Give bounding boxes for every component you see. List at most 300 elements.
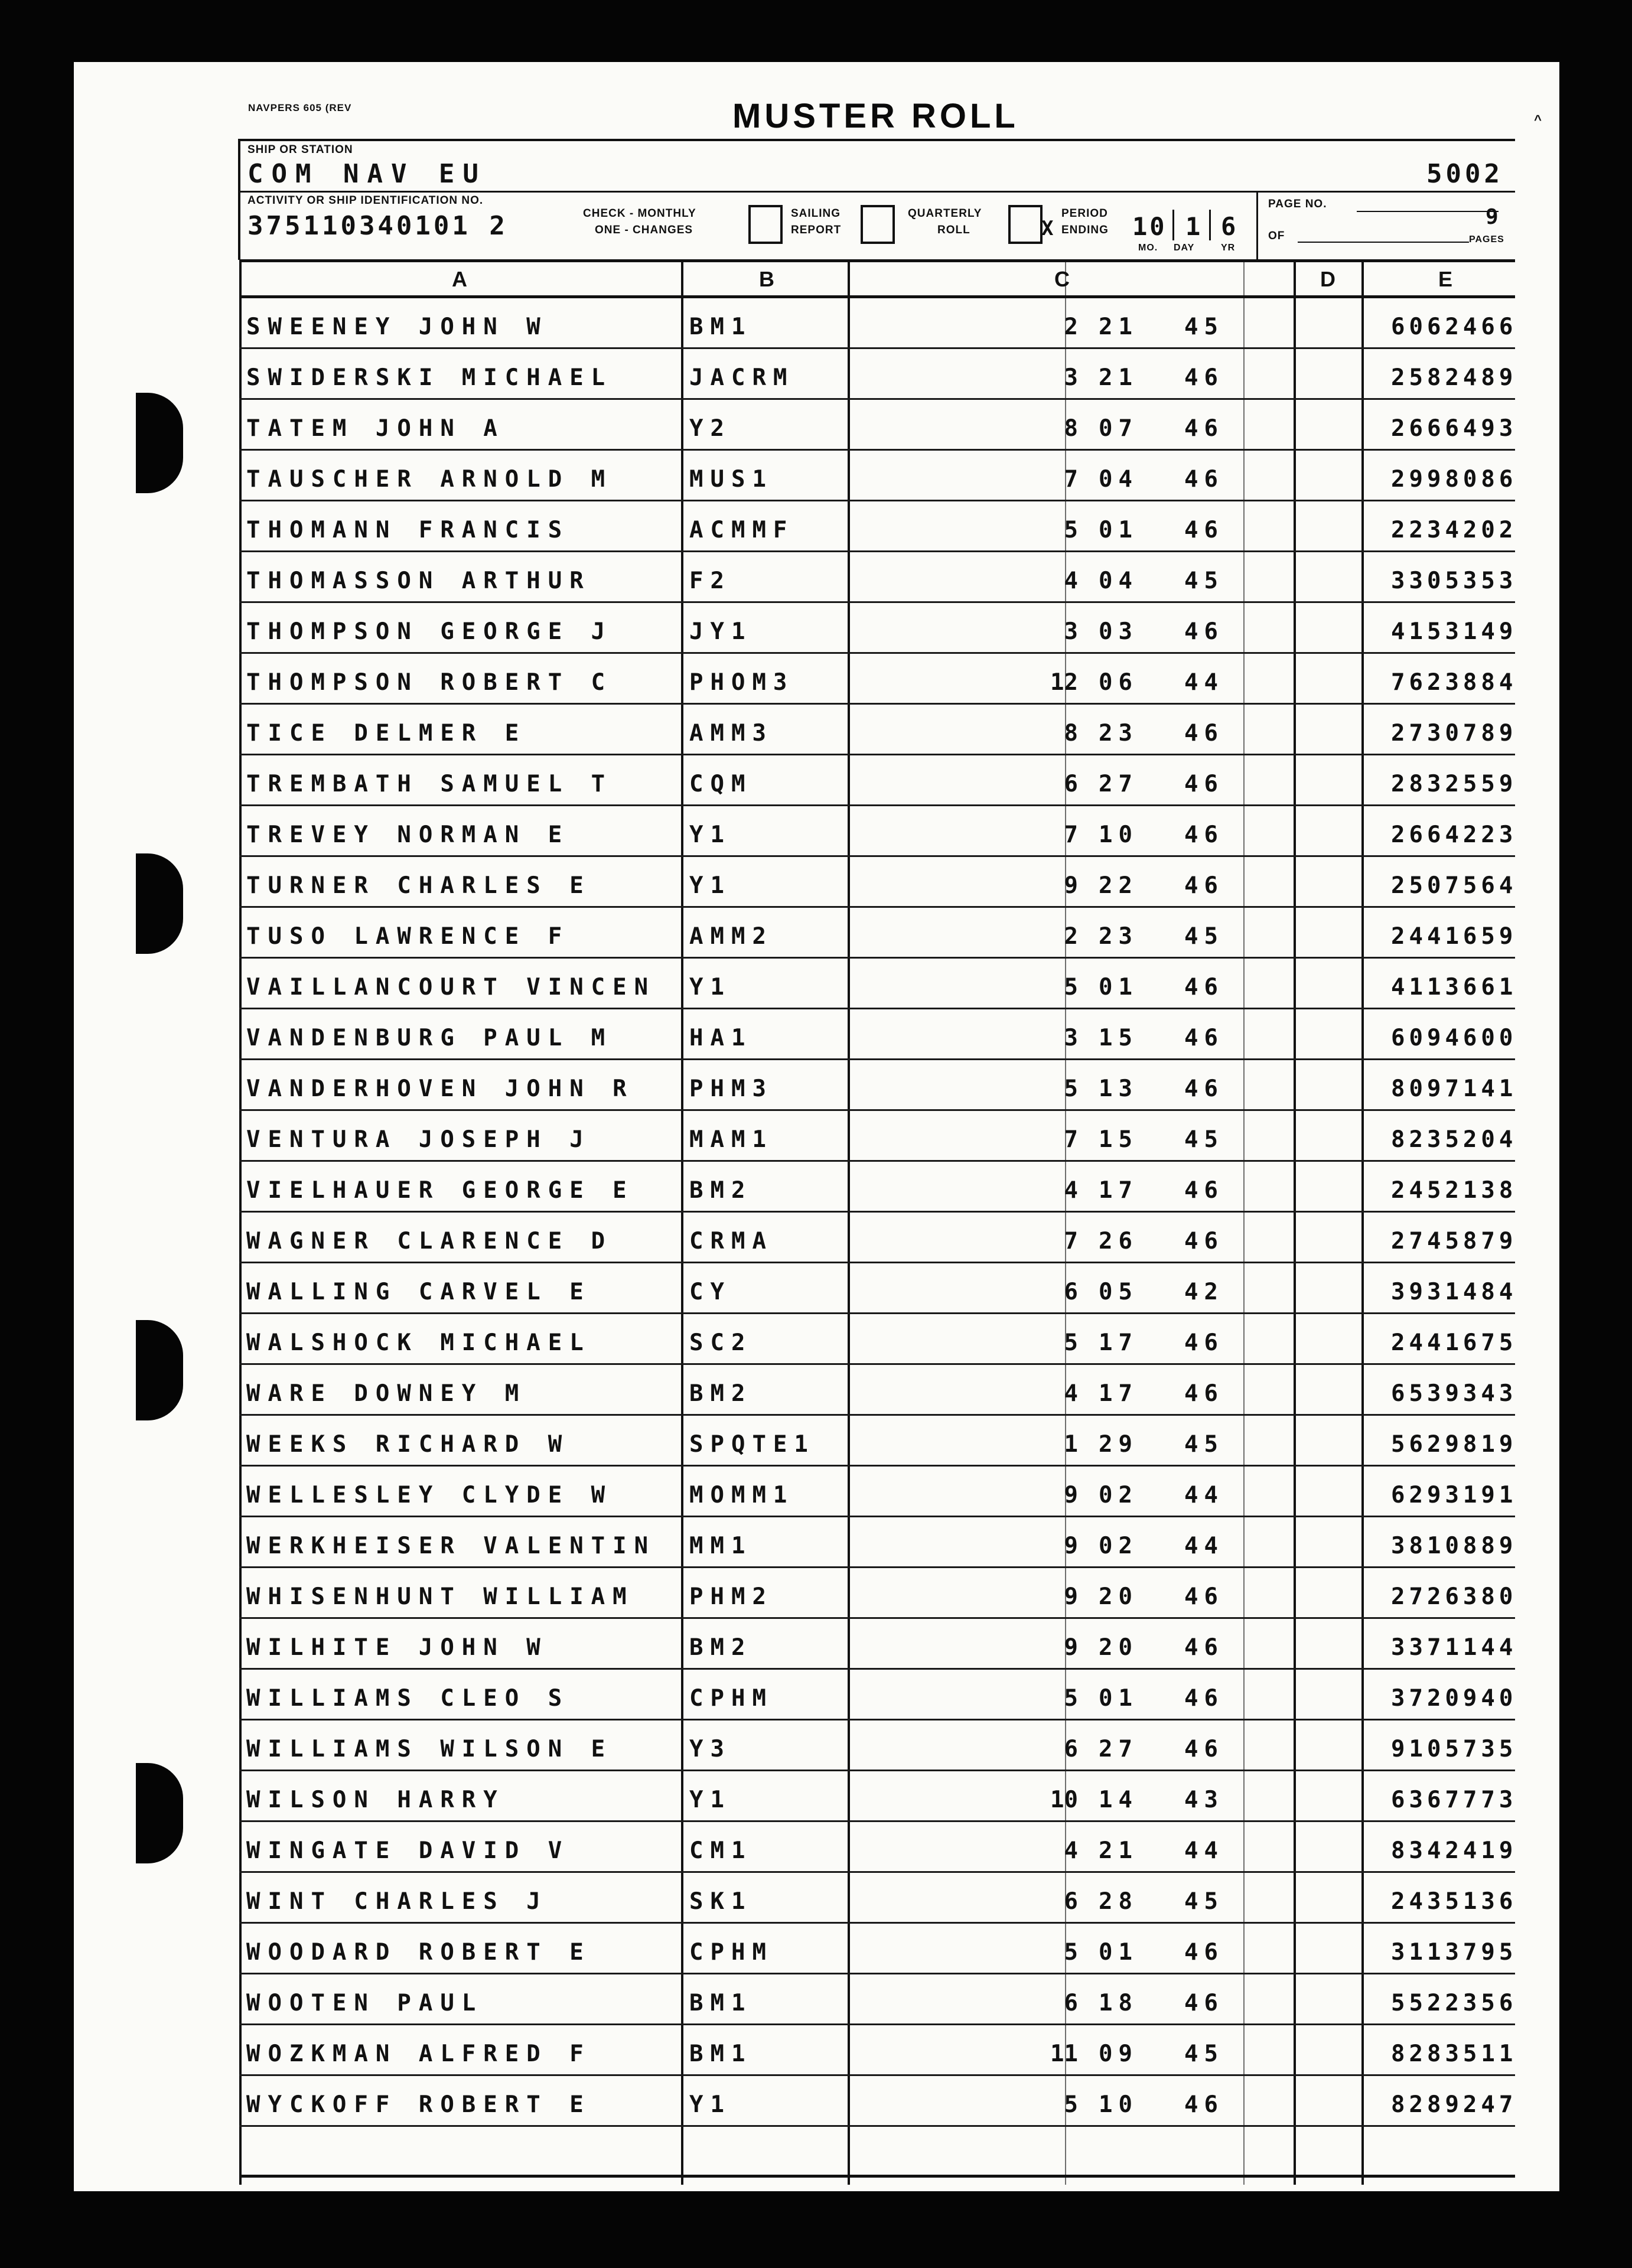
name-cell: WARE DOWNEY M [246, 1380, 527, 1407]
name-cell: WEEKS RICHARD W [246, 1431, 570, 1458]
month-cell: 9 [1064, 1583, 1078, 1610]
table-row [239, 806, 1515, 857]
year-cell: 46 [1184, 364, 1224, 391]
month-cell: 6 [1064, 771, 1078, 797]
day-cell: 29 [1099, 1431, 1138, 1458]
month-cell: 8 [1064, 720, 1078, 747]
name-cell: WAGNER CLARENCE D [246, 1228, 613, 1254]
service-number-cell: 2452138 [1391, 1177, 1517, 1204]
rate-cell: Y1 [689, 974, 731, 1001]
table-row [239, 2076, 1515, 2127]
day-cell: 13 [1099, 1076, 1138, 1102]
check-label-1: CHECK - MONTHLY [583, 207, 696, 220]
period-sub-yr: YR [1221, 243, 1236, 253]
rate-cell: SC2 [689, 1329, 753, 1356]
year-cell: 43 [1184, 1787, 1224, 1813]
day-cell: 22 [1099, 872, 1138, 899]
year-cell: 44 [1184, 669, 1224, 696]
name-cell: VIELHAUER GEORGE E [246, 1177, 634, 1204]
service-number-cell: 6367773 [1391, 1787, 1517, 1813]
day-cell: 03 [1099, 618, 1138, 645]
rate-cell: JY1 [689, 618, 753, 645]
month-cell: 7 [1064, 822, 1078, 848]
service-number-cell: 7623884 [1391, 669, 1517, 696]
monthly-changes-checkbox[interactable] [748, 205, 783, 244]
rate-cell: SPQTE1 [689, 1431, 815, 1458]
table-row [239, 1974, 1515, 2025]
service-number-cell: 9105735 [1391, 1736, 1517, 1762]
page-line [1357, 211, 1499, 212]
month-cell: 2 [1064, 923, 1078, 950]
year-cell: 46 [1184, 1228, 1224, 1254]
table-row [239, 1009, 1515, 1060]
name-cell: THOMPSON ROBERT C [246, 669, 613, 696]
service-number-cell: 3371144 [1391, 1634, 1517, 1661]
year-cell: 46 [1184, 1685, 1224, 1712]
binder-hole [136, 853, 183, 954]
table-row [239, 1162, 1515, 1213]
day-cell: 23 [1099, 923, 1138, 950]
of-label: OF [1268, 230, 1285, 242]
name-cell: WILSON HARRY [246, 1787, 505, 1813]
day-cell: 05 [1099, 1279, 1138, 1305]
check-label-2: ONE - CHANGES [595, 224, 693, 236]
day-cell: 14 [1099, 1787, 1138, 1813]
day-cell: 15 [1099, 1126, 1138, 1153]
rate-cell: PHM2 [689, 1583, 773, 1610]
service-number-cell: 8289247 [1391, 2091, 1517, 2118]
year-cell: 46 [1184, 415, 1224, 442]
day-cell: 21 [1099, 314, 1138, 340]
service-number-cell: 5522356 [1391, 1990, 1517, 2016]
table-row [239, 1314, 1515, 1365]
rate-cell: CPHM [689, 1685, 773, 1712]
service-number-cell: 8283511 [1391, 2041, 1517, 2067]
name-cell: TUSO LAWRENCE F [246, 923, 570, 950]
service-number-cell: 2664223 [1391, 822, 1517, 848]
service-number-cell: 2832559 [1391, 771, 1517, 797]
month-cell: 7 [1064, 466, 1078, 493]
name-cell: VENTURA JOSEPH J [246, 1126, 591, 1153]
muster-roll-sheet [74, 62, 1559, 2191]
service-number-cell: 3931484 [1391, 1279, 1517, 1305]
column-header-c: C [1054, 267, 1070, 291]
year-cell: 44 [1184, 1482, 1224, 1508]
name-cell: TREMBATH SAMUEL T [246, 771, 613, 797]
table-row [239, 2025, 1515, 2076]
table-row [239, 1619, 1515, 1670]
service-number-cell: 6094600 [1391, 1025, 1517, 1051]
day-cell: 27 [1099, 1736, 1138, 1762]
year-cell: 46 [1184, 1329, 1224, 1356]
service-number-cell: 2441675 [1391, 1329, 1517, 1356]
name-cell: WINT CHARLES J [246, 1888, 548, 1915]
month-cell: 4 [1064, 568, 1078, 594]
service-number-cell: 2730789 [1391, 720, 1517, 747]
year-cell: 46 [1184, 2091, 1224, 2118]
year-cell: 45 [1184, 2041, 1224, 2067]
rate-cell: JACRM [689, 364, 794, 391]
table-row [239, 451, 1515, 501]
of-line [1298, 242, 1469, 243]
name-cell: WERKHEISER VALENTIN [246, 1533, 656, 1559]
table-row [239, 400, 1515, 451]
year-cell: 46 [1184, 1736, 1224, 1762]
rate-cell: HA1 [689, 1025, 753, 1051]
name-cell: WILLIAMS WILSON E [246, 1736, 613, 1762]
rate-cell: Y1 [689, 1787, 731, 1813]
year-cell: 45 [1184, 314, 1224, 340]
name-cell: WOZKMAN ALFRED F [246, 2041, 591, 2067]
pages-label: PAGES [1469, 234, 1504, 245]
table-row [239, 298, 1515, 349]
table-row [239, 654, 1515, 705]
muster-table [239, 259, 1515, 2185]
ship-label: SHIP OR STATION [247, 144, 353, 156]
month-cell: 3 [1064, 364, 1078, 391]
day-cell: 28 [1099, 1888, 1138, 1915]
day-cell: 17 [1099, 1177, 1138, 1204]
name-cell: TAUSCHER ARNOLD M [246, 466, 613, 493]
year-cell: 46 [1184, 974, 1224, 1001]
name-cell: WILHITE JOHN W [246, 1634, 548, 1661]
service-number-cell: 8097141 [1391, 1076, 1517, 1102]
table-row [239, 1924, 1515, 1974]
table-row [239, 1517, 1515, 1568]
month-cell: 5 [1064, 1329, 1078, 1356]
month-cell: 4 [1064, 1177, 1078, 1204]
day-cell: 06 [1099, 669, 1138, 696]
table-row [239, 2127, 1515, 2178]
name-cell: WYCKOFF ROBERT E [246, 2091, 591, 2118]
year-cell: 45 [1184, 923, 1224, 950]
day-cell: 04 [1099, 568, 1138, 594]
quarterly-label-2: ROLL [937, 224, 970, 236]
header-divider [240, 191, 1515, 193]
year-cell: 46 [1184, 466, 1224, 493]
service-number-cell: 3305353 [1391, 568, 1517, 594]
table-row [239, 1111, 1515, 1162]
month-cell: 7 [1064, 1126, 1078, 1153]
rate-cell: F2 [689, 568, 731, 594]
table-row [239, 1670, 1515, 1720]
table-row [239, 857, 1515, 908]
year-cell: 44 [1184, 1533, 1224, 1559]
name-cell: WINGATE DAVID V [246, 1837, 570, 1864]
table-row [239, 1822, 1515, 1873]
table-row [239, 1467, 1515, 1517]
day-cell: 01 [1099, 1685, 1138, 1712]
table-row [239, 349, 1515, 400]
month-cell: 5 [1064, 1076, 1078, 1102]
table-row [239, 1416, 1515, 1467]
table-row [239, 552, 1515, 603]
service-number-cell: 3810889 [1391, 1533, 1517, 1559]
rate-cell: AMM3 [689, 720, 773, 747]
table-row [239, 603, 1515, 654]
year-cell: 46 [1184, 1634, 1224, 1661]
service-number-cell: 2726380 [1391, 1583, 1517, 1610]
period-month: 10 [1132, 212, 1167, 241]
name-cell: WOODARD ROBERT E [246, 1939, 591, 1966]
activity-label: ACTIVITY OR SHIP IDENTIFICATION NO. [247, 194, 484, 207]
rate-cell: CPHM [689, 1939, 773, 1966]
day-cell: 10 [1099, 822, 1138, 848]
month-cell: 5 [1064, 974, 1078, 1001]
name-cell: VAILLANCOURT VINCEN [246, 974, 656, 1001]
service-number-cell: 6062466 [1391, 314, 1517, 340]
year-cell: 46 [1184, 618, 1224, 645]
month-cell: 12 [1050, 669, 1078, 696]
year-cell: 46 [1184, 1990, 1224, 2016]
form-header [238, 139, 1515, 260]
year-cell: 46 [1184, 822, 1224, 848]
name-cell: THOMANN FRANCIS [246, 517, 570, 543]
name-cell: WOOTEN PAUL [246, 1990, 484, 2016]
month-cell: 8 [1064, 415, 1078, 442]
service-number-cell: 8342419 [1391, 1837, 1517, 1864]
name-cell: SWIDERSKI MICHAEL [246, 364, 613, 391]
service-number-cell: 5629819 [1391, 1431, 1517, 1458]
service-number-cell: 2745879 [1391, 1228, 1517, 1254]
quarterly-label-1: QUARTERLY [908, 207, 982, 220]
name-cell: WALSHOCK MICHAEL [246, 1329, 591, 1356]
rate-cell: ACMMF [689, 517, 794, 543]
month-cell: 6 [1064, 1279, 1078, 1305]
table-row [239, 1365, 1515, 1416]
column-header-a: A [452, 267, 467, 291]
year-cell: 46 [1184, 1025, 1224, 1051]
rate-cell: Y3 [689, 1736, 731, 1762]
name-cell: WILLIAMS CLEO S [246, 1685, 570, 1712]
name-cell: TREVEY NORMAN E [246, 822, 570, 848]
table-row [239, 705, 1515, 755]
name-cell: WALLING CARVEL E [246, 1279, 591, 1305]
rate-cell: MOMM1 [689, 1482, 794, 1508]
table-row [239, 755, 1515, 806]
month-cell: 5 [1064, 2091, 1078, 2118]
day-cell: 21 [1099, 364, 1138, 391]
corner-mark: ^ [1534, 112, 1542, 127]
day-cell: 20 [1099, 1634, 1138, 1661]
name-cell: SWEENEY JOHN W [246, 314, 548, 340]
rate-cell: MUS1 [689, 466, 773, 493]
year-cell: 45 [1184, 568, 1224, 594]
month-cell: 5 [1064, 517, 1078, 543]
year-cell: 46 [1184, 1583, 1224, 1610]
service-number-cell: 2582489 [1391, 364, 1517, 391]
month-cell: 6 [1064, 1888, 1078, 1915]
rate-cell: Y2 [689, 415, 731, 442]
sailing-report-checkbox[interactable] [861, 205, 895, 244]
month-cell: 4 [1064, 1380, 1078, 1407]
day-cell: 10 [1099, 2091, 1138, 2118]
period-label-2: ENDING [1061, 224, 1109, 236]
month-cell: 5 [1064, 1939, 1078, 1966]
service-number-cell: 4153149 [1391, 618, 1517, 645]
day-cell: 18 [1099, 1990, 1138, 2016]
binder-hole [136, 1763, 183, 1863]
month-cell: 11 [1050, 2041, 1078, 2067]
period-sub-day: DAY [1174, 243, 1195, 253]
name-cell: TATEM JOHN A [246, 415, 505, 442]
year-cell: 46 [1184, 517, 1224, 543]
day-cell: 23 [1099, 720, 1138, 747]
day-cell: 07 [1099, 415, 1138, 442]
service-number-cell: 8235204 [1391, 1126, 1517, 1153]
rate-cell: CY [689, 1279, 731, 1305]
day-cell: 02 [1099, 1482, 1138, 1508]
table-row [239, 1568, 1515, 1619]
year-cell: 46 [1184, 720, 1224, 747]
name-cell: THOMASSON ARTHUR [246, 568, 591, 594]
service-number-cell: 6293191 [1391, 1482, 1517, 1508]
name-cell: WHISENHUNT WILLIAM [246, 1583, 634, 1610]
month-cell: 3 [1064, 618, 1078, 645]
period-year: 6 [1221, 212, 1245, 241]
service-number-cell: 4113661 [1391, 974, 1517, 1001]
binder-hole [136, 1320, 183, 1420]
month-cell: 3 [1064, 1025, 1078, 1051]
service-number-cell: 3720940 [1391, 1685, 1517, 1712]
day-cell: 20 [1099, 1583, 1138, 1610]
service-number-cell: 2435136 [1391, 1888, 1517, 1915]
year-cell: 45 [1184, 1126, 1224, 1153]
page-number: 9 [1486, 205, 1507, 229]
page-divider [1256, 191, 1258, 262]
name-cell: WELLESLEY CLYDE W [246, 1482, 613, 1508]
rate-cell: AMM2 [689, 923, 773, 950]
form-number: NAVPERS 605 (REV [248, 102, 352, 113]
binder-hole [136, 393, 183, 493]
name-cell: THOMPSON GEORGE J [246, 618, 613, 645]
rate-cell: BM2 [689, 1380, 753, 1407]
day-cell: 04 [1099, 466, 1138, 493]
day-cell: 26 [1099, 1228, 1138, 1254]
service-number-cell: 3113795 [1391, 1939, 1517, 1966]
year-cell: 46 [1184, 1380, 1224, 1407]
month-cell: 2 [1064, 314, 1078, 340]
quarterly-roll-checkbox[interactable] [1008, 205, 1043, 244]
table-row [239, 1213, 1515, 1263]
month-cell: 9 [1064, 1634, 1078, 1661]
sailing-label-1: SAILING [791, 207, 841, 220]
period-label-1: PERIOD [1061, 207, 1108, 220]
rate-cell: BM2 [689, 1634, 753, 1661]
name-cell: TURNER CHARLES E [246, 872, 591, 899]
day-cell: 17 [1099, 1329, 1138, 1356]
month-cell: 9 [1064, 1533, 1078, 1559]
period-sep [1209, 210, 1211, 240]
page-label: PAGE NO. [1268, 198, 1327, 210]
rate-cell: SK1 [689, 1888, 753, 1915]
table-row [239, 1263, 1515, 1314]
table-row [239, 1873, 1515, 1924]
day-cell: 27 [1099, 771, 1138, 797]
day-cell: 09 [1099, 2041, 1138, 2067]
rate-cell: BM1 [689, 1990, 753, 2016]
month-cell: 4 [1064, 1837, 1078, 1864]
year-cell: 46 [1184, 872, 1224, 899]
month-cell: 1 [1064, 1431, 1078, 1458]
table-row [239, 501, 1515, 552]
table-row [239, 908, 1515, 959]
service-number-cell: 6539343 [1391, 1380, 1517, 1407]
day-cell: 15 [1099, 1025, 1138, 1051]
rate-cell: MM1 [689, 1533, 753, 1559]
rate-cell: BM1 [689, 2041, 753, 2067]
day-cell: 01 [1099, 517, 1138, 543]
activity-value: 375110340101 2 [247, 211, 508, 241]
rate-cell: BM2 [689, 1177, 753, 1204]
month-cell: 9 [1064, 872, 1078, 899]
name-cell: VANDERHOVEN JOHN R [246, 1076, 634, 1102]
period-day: 1 [1185, 212, 1209, 241]
code-value: 5002 [1426, 159, 1503, 189]
column-header-e: E [1438, 267, 1453, 291]
year-cell: 44 [1184, 1837, 1224, 1864]
day-cell: 21 [1099, 1837, 1138, 1864]
rate-cell: PHOM3 [689, 669, 794, 696]
rate-cell: CQM [689, 771, 753, 797]
year-cell: 45 [1184, 1431, 1224, 1458]
day-cell: 02 [1099, 1533, 1138, 1559]
month-cell: 5 [1064, 1685, 1078, 1712]
month-cell: 6 [1064, 1736, 1078, 1762]
name-cell: TICE DELMER E [246, 720, 527, 747]
month-cell: 10 [1050, 1787, 1078, 1813]
column-header-d: D [1320, 267, 1335, 291]
year-cell: 42 [1184, 1279, 1224, 1305]
day-cell: 17 [1099, 1380, 1138, 1407]
month-cell: 7 [1064, 1228, 1078, 1254]
service-number-cell: 2666493 [1391, 415, 1517, 442]
table-row [239, 1720, 1515, 1771]
rate-cell: BM1 [689, 314, 753, 340]
sailing-label-2: REPORT [791, 224, 842, 236]
year-cell: 45 [1184, 1888, 1224, 1915]
name-cell: VANDENBURG PAUL M [246, 1025, 613, 1051]
year-cell: 46 [1184, 1939, 1224, 1966]
month-cell: 9 [1064, 1482, 1078, 1508]
form-title: MUSTER ROLL [732, 97, 1019, 135]
rate-cell: Y1 [689, 822, 731, 848]
rate-cell: Y1 [689, 2091, 731, 2118]
rate-cell: CM1 [689, 1837, 753, 1864]
period-mark: X [1041, 217, 1062, 240]
column-header-b: B [759, 267, 774, 291]
table-row [239, 1060, 1515, 1111]
day-cell: 01 [1099, 1939, 1138, 1966]
service-number-cell: 2507564 [1391, 872, 1517, 899]
rate-cell: Y1 [689, 872, 731, 899]
service-number-cell: 2441659 [1391, 923, 1517, 950]
ship-value: COM NAV EU [247, 159, 487, 189]
column-header-row [239, 259, 1515, 298]
service-number-cell: 2234202 [1391, 517, 1517, 543]
rate-cell: MAM1 [689, 1126, 773, 1153]
table-row [239, 1771, 1515, 1822]
table-row [239, 959, 1515, 1009]
month-cell: 6 [1064, 1990, 1078, 2016]
period-sub-mo: MO. [1138, 243, 1158, 253]
day-cell: 01 [1099, 974, 1138, 1001]
year-cell: 46 [1184, 1076, 1224, 1102]
period-sep [1172, 210, 1174, 240]
year-cell: 46 [1184, 1177, 1224, 1204]
service-number-cell: 2998086 [1391, 466, 1517, 493]
rate-cell: PHM3 [689, 1076, 773, 1102]
